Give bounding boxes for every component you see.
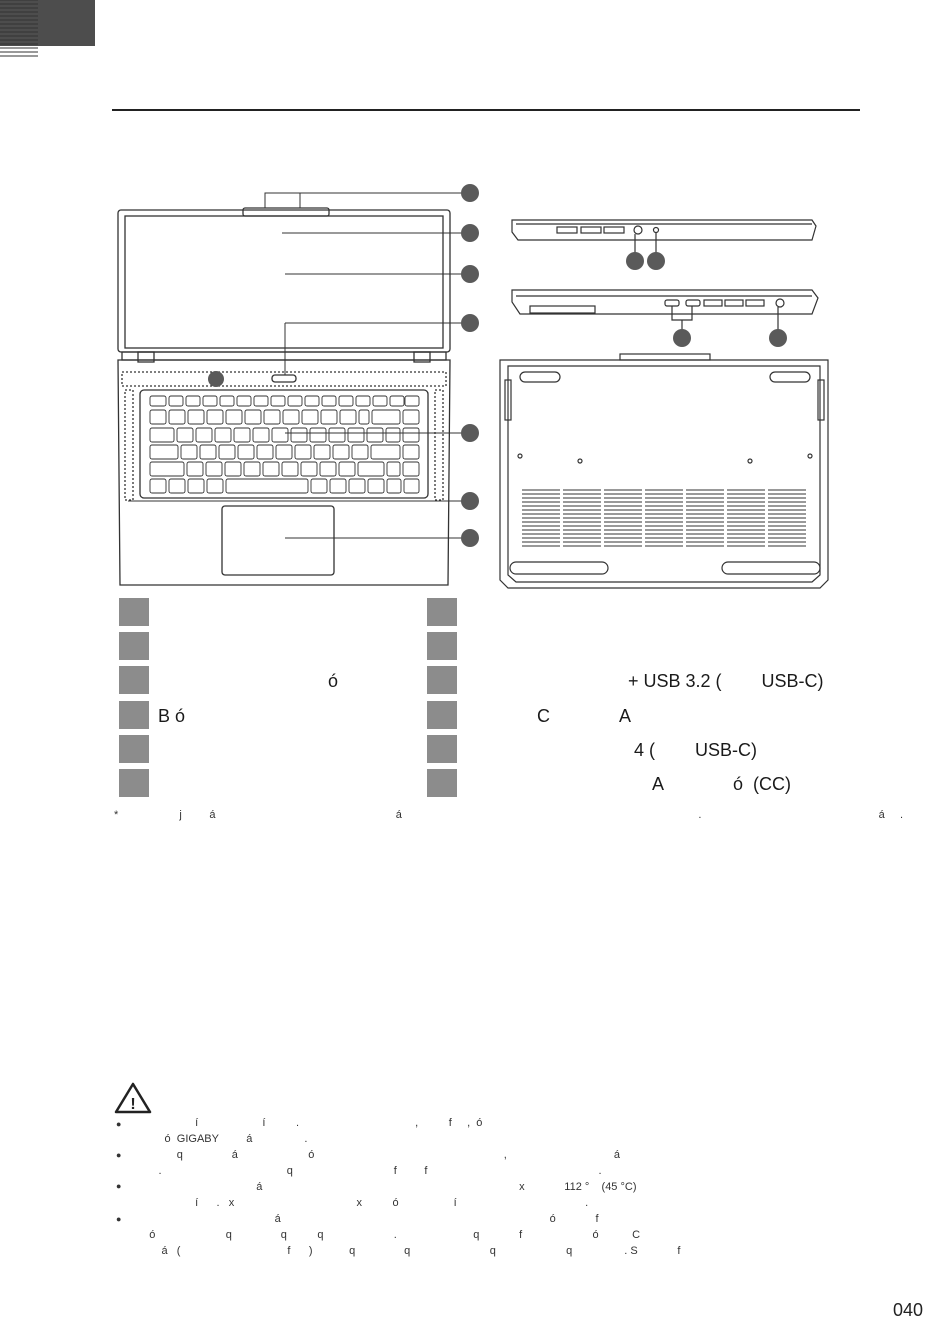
touchpad <box>222 506 334 575</box>
legend-label-right-6: A ó (CC) <box>652 774 792 794</box>
spacebar <box>226 479 308 493</box>
legend-marker <box>119 701 149 729</box>
warning-line: . q f f . <box>134 1165 602 1177</box>
legend-marker <box>119 598 149 626</box>
laptop-display <box>125 216 443 348</box>
warning-line: á ( f ) q q q q . S f <box>134 1245 681 1257</box>
svg-text:!: ! <box>130 1096 136 1113</box>
warning-line: q á ó , á <box>134 1149 620 1161</box>
warning-line: á ó f <box>134 1213 599 1225</box>
legend-marker <box>427 598 457 626</box>
legend-marker <box>427 769 457 797</box>
laptop-hinge <box>122 352 446 360</box>
legend-marker <box>119 769 149 797</box>
page-number: 040 <box>893 1300 924 1320</box>
key-row-3 <box>150 428 419 442</box>
legend-marker <box>119 735 149 763</box>
key-row-1 <box>150 396 419 406</box>
legend-label-right-3: + USB 3.2 ( USB-C) <box>628 671 824 691</box>
laptop-diagram <box>0 0 950 600</box>
warning-line: í í . , f , ó <box>134 1117 483 1129</box>
legend-label-right-4: C A <box>537 706 632 726</box>
legend-label-left-3: ó <box>328 671 339 691</box>
bullet-dot: ● <box>116 1214 122 1224</box>
side-view-left <box>512 290 818 330</box>
key-row-6 <box>150 479 419 493</box>
legend-marker <box>119 666 149 694</box>
warning-line: á x 112 ° (45 °C) <box>134 1181 637 1193</box>
warning-line: í . x x ó í . <box>134 1197 589 1209</box>
legend-marker <box>427 666 457 694</box>
bottom-view <box>500 354 828 588</box>
legend-marker <box>119 632 149 660</box>
key-row-2 <box>150 410 419 424</box>
bullet-dot: ● <box>116 1119 122 1129</box>
legend-marker <box>427 701 457 729</box>
bullet-dot: ● <box>116 1150 122 1160</box>
footnote: * j á á . á . <box>114 809 904 821</box>
legend-marker <box>427 632 457 660</box>
power-button <box>272 375 296 382</box>
key-row-5 <box>150 462 419 476</box>
legend-label-right-5: 4 ( USB-C) <box>634 740 758 760</box>
legend-marker <box>427 735 457 763</box>
webcam-bar <box>243 208 329 216</box>
warning-line: ó q q q . q f ó C <box>134 1229 641 1241</box>
bullet-dot: ● <box>116 1181 122 1191</box>
legend-label-left-4: B ó <box>158 706 186 726</box>
side-view-right <box>512 220 816 253</box>
warning-line: ó GIGABY á . <box>134 1133 308 1145</box>
key-row-4 <box>150 445 419 459</box>
